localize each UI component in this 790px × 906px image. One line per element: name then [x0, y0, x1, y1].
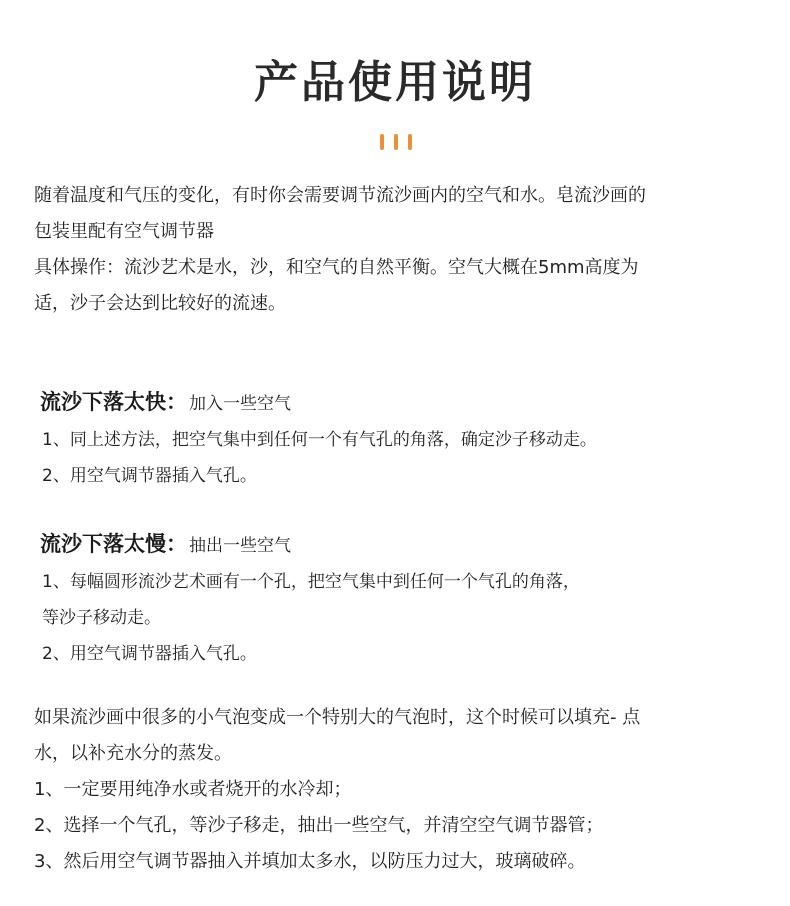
page-title: 产品使用说明	[254, 57, 536, 108]
title-divider	[380, 134, 412, 150]
section-heading: 流沙下落太快：	[40, 390, 187, 414]
divider-bar	[380, 134, 384, 150]
intro-line: 包装里配有空气调节器	[34, 221, 214, 242]
section-heading-row	[40, 526, 770, 564]
section-sand-too-fast	[40, 384, 770, 494]
intro-line: 适，沙子会达到比较好的流速。	[34, 293, 286, 314]
outro-line: 1、一定要用纯净水或者烧开的水冷却；	[34, 779, 352, 800]
step-item: 等沙子移动走。	[42, 608, 161, 628]
step-item: 2、用空气调节器插入气孔。	[42, 466, 257, 486]
outro-line: 水，以补充水分的蒸发。	[34, 743, 232, 764]
section-heading-note: 加入一些空气	[189, 394, 291, 414]
outro-line: 如果流沙画中很多的小气泡变成一个特别大的气泡时，这个时候可以填充- 点	[34, 707, 641, 728]
section-heading-row	[40, 384, 770, 422]
intro-paragraph	[34, 178, 764, 322]
outro-line: 2、选择一个气孔，等沙子移走，抽出一些空气，并清空空气调节器管；	[34, 815, 604, 836]
step-item: 1、同上述方法，把空气集中到任何一个有气孔的角落，确定沙子移动走。	[42, 430, 597, 450]
divider-bar	[394, 134, 398, 150]
outro-line: 3、然后用空气调节器抽入并填加太多水，以防压力过大，玻璃破碎。	[34, 851, 586, 872]
intro-line: 随着温度和气压的变化，有时你会需要调节流沙画内的空气和水。皂流沙画的	[34, 185, 646, 206]
step-item: 2、用空气调节器插入气孔。	[42, 644, 257, 664]
step-item: 1、每幅圆形流沙艺术画有一个孔，把空气集中到任何一个气孔的角落，	[42, 572, 580, 592]
section-sand-too-slow	[40, 526, 770, 672]
section-heading-note: 抽出一些空气	[189, 536, 291, 556]
intro-line: 具体操作：流沙艺术是水，沙，和空气的自然平衡。空气大概在5mm高度为	[34, 257, 639, 278]
divider-bar	[408, 134, 412, 150]
section-heading: 流沙下落太慢：	[40, 532, 187, 556]
refill-water-paragraph	[34, 700, 764, 880]
